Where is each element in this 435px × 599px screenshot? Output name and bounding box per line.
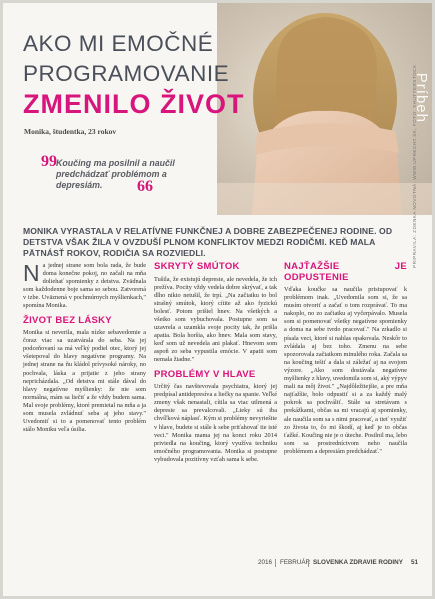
page-number: 51 [411, 559, 419, 566]
heading-zivot-bez-lasky: ŽIVOT BEZ LÁSKY [23, 314, 112, 326]
col1-body: Monika si neverila, mala nízke sebavedomie a čoraz viac sa uzatvárala do seba. Na jej podceňovaní sa má veľký podiel otec, ktorý jej všetepoval do hlavy negatívne programy. Na jednej strane na ňu kládol prívysoké nároky, no pochvala, láska a prijatie z jeho strany nepricházdala. „Od detstva mi stále dával do hlavy negatívne myšlienky: že nie som normálna, mám sa liečiť a že vždy budem sama. Mal svoje problémy, ktoré premietal na mňa a ja som musela zvládnuť seba aj jeho stavy." Uvedomiť si to a pomenovať tento problém stálo Moniku veľa úsilia. [23, 329, 146, 434]
heading-najtazsie-je-odpustenie: NAJŤAŽŠIE JE ODPUSTENIE [284, 261, 407, 283]
col2-body-1: Tušila, že existujú depresie, ale nevedela, že ich prežíva. Pocity vždy vedela dobre skrývať, a tak dlho nikto netušil, že trpí. „Na začiatku to bol strašný smútok, ktorý cítite až ako fyzickú bolesť. Potom prišiel hnev. Na všetkých a všetko som vybuchovala. Postupne som sa uzavrela a uzamkla svoje pocity tak, že prišla apatia. Bola horšia, ako hnev. Mala som stavy, keď som už nevedela ani plakať. Hnevom som aspoň zo seba vypustila emócie. V apatii som nemala žiadne." [154, 275, 277, 364]
title-line-2: PROGRAMOVANIE [23, 61, 230, 86]
footer-divider [308, 559, 309, 567]
girl-hugging-knees-photo [217, 3, 432, 215]
photo-credit: PRIPRAVILA: ZDENKA NOVOTNÁ, WWW.UPRECHT.SK, FOTO: SHUTTERSTOCK [412, 64, 417, 268]
col3-body: Vďaka koučke sa naučila pristupovať k problémom inak. „Uvedomila som si, že sa musím otvoriť a začať o tom rozprávať. To ma nakoplo, no zo začiatku aj vyčerpávalo. Musela som si pomenovať všetky negatívne spomienky a doma na sebe tvrdo pracovať." Na zrkadlo si písala veci, ktoré si nahlas opakovala. Neskôr to zvládala aj bez toho. Zmenu na sebe spozorovala začiatkom minulého roka. Začala sa na koučing tešiť a dala si záležať aj na svojom výzore. „Ako som dostávala negatívne myšlienky z hlavy, uvedomila som si, aký výpyv mali na môj život." „Najdôležitejšie, a pre mňa najťažšie, bolo odpustiť si a za každý malý pokrok sa pochváliť. Stále sa stretávam s prekážkami, občas sa mi vracajú aj spomienky, ale naučila som sa s nimi pracovať, a tieť využiť zo života to, čo mi škodí, aj keď je to občas ťažké. Koučing nie je o úteche. Posilnil ma, lebo som sa prostredníctvom neho naučila problémom a depresiám predchádzať." [284, 286, 407, 455]
title-line-1: AKO MI EMOČNÉ [23, 31, 214, 56]
open-quote-mark: 99 [41, 153, 57, 170]
photo-illustration [217, 3, 432, 215]
footer-year: 2016 [258, 559, 273, 566]
footer-divider [275, 559, 276, 567]
article-column-2 [154, 262, 277, 465]
dress-shape [217, 183, 432, 215]
magazine-page [3, 3, 432, 596]
article-column-3 [284, 262, 407, 457]
title-line-3: ZMENILO ŽIVOT [23, 89, 245, 119]
heading-problemy-v-hlave: PROBLÉMY V HLAVE [154, 368, 256, 380]
heading-skryty-smutok: SKRYTÝ SMÚTOK [154, 261, 240, 272]
lead-paragraph: MONIKA VYRASTALA V RELATÍVNE FUNKČNEJ A DOBRE ZABEZPEČENEJ RODINE. OD DETSTVA VŠAK ŽILA V OVZDUŠÍ PLNOM KONFLIKTOV MEDZI RODIČMI. KEĎ MALA PÄTNÁSŤ ROKOV, RODIČIA SA ROZVIEDLI. [23, 226, 393, 258]
article-column-1 [23, 262, 146, 435]
author-byline: Monika, študentka, 23 rokov [24, 127, 117, 136]
photo-section-label: Príbeh [413, 72, 430, 123]
close-quote-mark: 66 [137, 178, 153, 195]
drop-cap: N [23, 260, 40, 286]
footer-magazine-name: SLOVENKA ZDRAVIE RODINY [313, 559, 403, 566]
pull-quote: Koučing ma posilnil a naučil predchádzať problémom a depresiám. [56, 158, 175, 190]
footer-month: FEBRUÁR [280, 559, 311, 566]
col2-body-2: Určitý čas navštevovala psychiatra, ktorý jej predpísal antidepresíva a liečky na spanie. Veľké zmeny však nenastali, cítila sa viac utlmená a depresie sa prevalcovali. „Lieky sú iba chvíľková náplasť. Kým si problémy nevyriešite v hlave, budete si stále k sebe priťahovať tie isté veci." Monika mama jej na konci roku 2014 priviedla na koučing, ktorý využíva techniku emočného programovania. Monika si postupne vybudovala pozitívny vzťah sama k sebe. [154, 383, 277, 463]
col1-intro: a jednej strane som bola rada, že bude doma konečne pokoj, no začali na mňa doliehať spomienky z detstva. Zvädnala som každodenne boje sama so sebou. Zatvorená v izbe. Uväznená v pochmúrnych myšlienkach," spomína Monika. [23, 262, 146, 310]
